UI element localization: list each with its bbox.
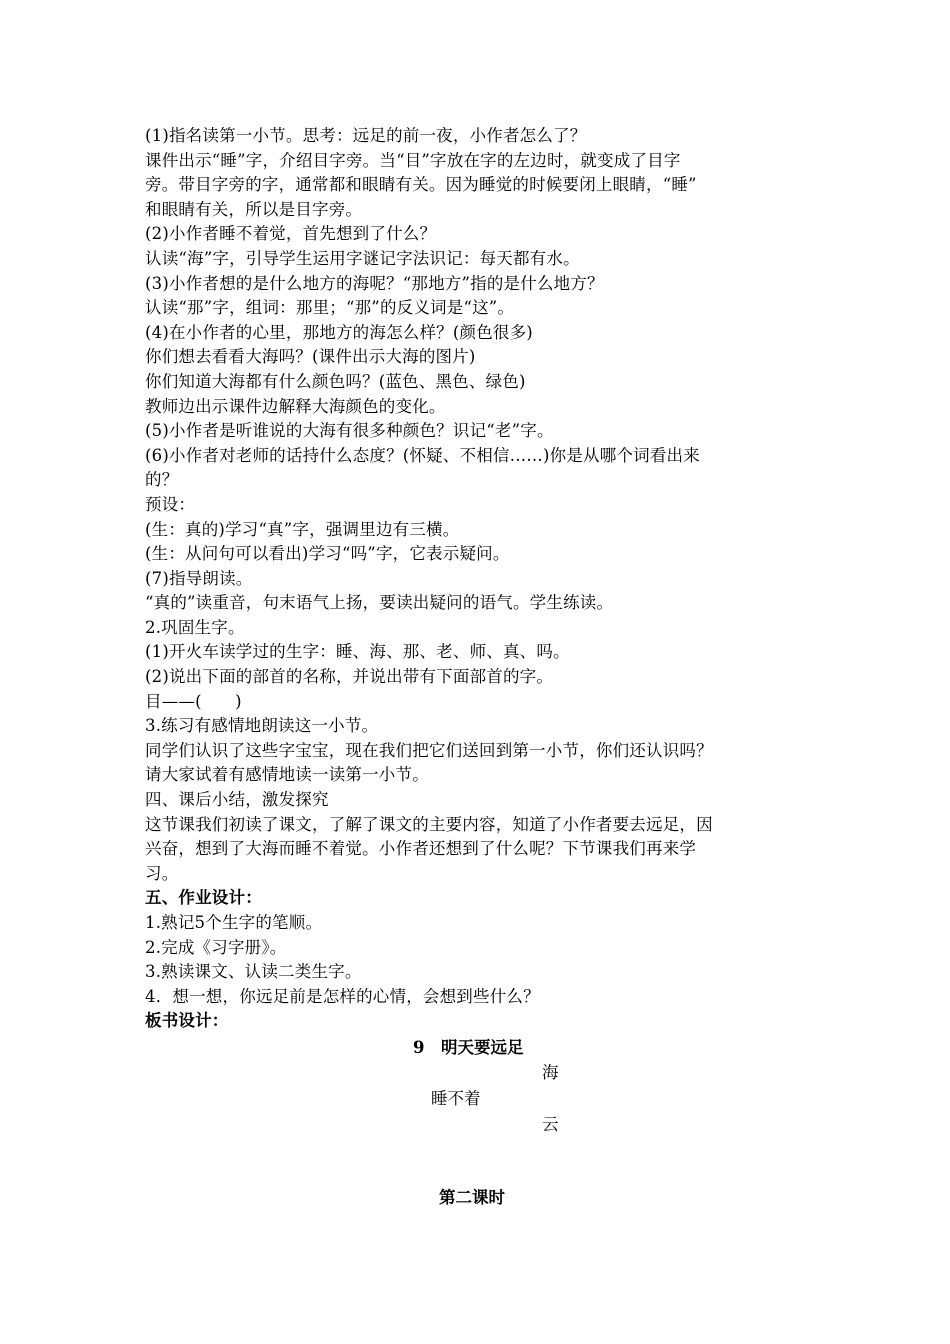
text-line: 你们想去看看大海吗？(课件出示大海的图片) bbox=[145, 347, 476, 367]
text-line: 认读“海”字，引导学生运用字谜记字法识记：每天都有水。 bbox=[145, 248, 580, 268]
board-title: 9 明天要远足 bbox=[413, 1037, 524, 1057]
board-word-bottom: 云 bbox=[542, 1114, 559, 1134]
text-line: 预设： bbox=[145, 494, 196, 514]
text-line: (生：从问句可以看出)学习“吗”字，它表示疑问。 bbox=[145, 544, 510, 564]
homework-item: 1.熟记5个生字的笔顺。 bbox=[145, 913, 323, 932]
text-line: 兴奋，想到了大海而睡不着觉。小作者还想到了什么呢？下节课我们再来学 bbox=[145, 839, 697, 859]
text-line: 这节课我们初读了课文，了解了课文的主要内容，知道了小作者要去远足，因 bbox=[145, 814, 713, 834]
text-line: (2)小作者睡不着觉，首先想到了什么？ bbox=[145, 224, 437, 244]
second-lesson-heading: 第二课时 bbox=[439, 1187, 505, 1207]
text-line: (5)小作者是听谁说的大海有很多种颜色？识记“老”字。 bbox=[145, 421, 554, 441]
text-line: 的？ bbox=[145, 470, 179, 490]
homework-item: 3.熟读课文、认读二类生字。 bbox=[145, 962, 362, 982]
text-line: “真的”读重音，句末语气上扬，要读出疑问的语气。学生练读。 bbox=[145, 593, 614, 613]
text-line: (1)开火车读学过的生字：睡、海、那、老、师、真、吗。 bbox=[145, 642, 570, 662]
text-line: 和眼睛有关，所以是目字旁。 bbox=[145, 199, 363, 219]
text-line: (7)指导朗读。 bbox=[145, 568, 253, 588]
text-line: 课件出示“睡”字，介绍目字旁。当“目”字放在字的左边时，就变成了目字 bbox=[145, 150, 681, 170]
text-line: 旁。带目字旁的字，通常都和眼睛有关。因为睡觉的时候要闭上眼睛，“睡” bbox=[145, 175, 697, 195]
document-body bbox=[145, 124, 813, 1234]
text-line: 你们知道大海都有什么颜色吗？(蓝色、黑色、绿色) bbox=[145, 371, 526, 391]
board-word-left: 睡不着 bbox=[431, 1088, 481, 1108]
text-line: (生：真的)学习“真”字，强调里边有三横。 bbox=[145, 519, 460, 539]
text-line: 目——( ) bbox=[145, 691, 242, 711]
homework-item: 2.完成《习字册》。 bbox=[145, 937, 287, 957]
text-line: 教师边出示课件边解释大海颜色的变化。 bbox=[145, 396, 446, 416]
text-line: 2.巩固生字。 bbox=[145, 617, 245, 637]
homework-heading: 五、作业设计： bbox=[145, 888, 262, 908]
text-line: (3)小作者想的是什么地方的海呢？“那地方”指的是什么地方？ bbox=[145, 273, 604, 293]
text-line: 认读“那”字，组词：那里；“那”的反义词是“这”。 bbox=[145, 298, 515, 318]
lesson-text bbox=[145, 124, 813, 886]
board-heading: 板书设计： bbox=[145, 1011, 229, 1031]
homework-item: 4．想一想，你远足前是怎样的心情，会想到些什么？ bbox=[145, 986, 540, 1006]
text-line: 请大家试着有感情地读一读第一小节。 bbox=[145, 765, 429, 785]
text-line: (4)在小作者的心里，那地方的海怎么样？(颜色很多) bbox=[145, 322, 533, 342]
board-design bbox=[145, 1034, 813, 1234]
text-line: 同学们认识了这些字宝宝，现在我们把它们送回到第一小节，你们还认识吗？ bbox=[145, 740, 713, 760]
homework-list bbox=[145, 911, 813, 1009]
text-line: 四、课后小结，激发探究 bbox=[145, 790, 329, 810]
text-line: (6)小作者对老师的话持什么态度？(怀疑、不相信……)你是从哪个词看出来 bbox=[145, 445, 700, 465]
text-line: 习。 bbox=[145, 863, 179, 883]
text-line: (1)指名读第一小节。思考：远足的前一夜，小作者怎么了？ bbox=[145, 126, 587, 145]
board-word-top: 海 bbox=[542, 1062, 559, 1082]
text-line: 3.练习有感情地朗读这一小节。 bbox=[145, 716, 379, 736]
text-line: (2)说出下面的部首的名称，并说出带有下面部首的字。 bbox=[145, 667, 554, 687]
